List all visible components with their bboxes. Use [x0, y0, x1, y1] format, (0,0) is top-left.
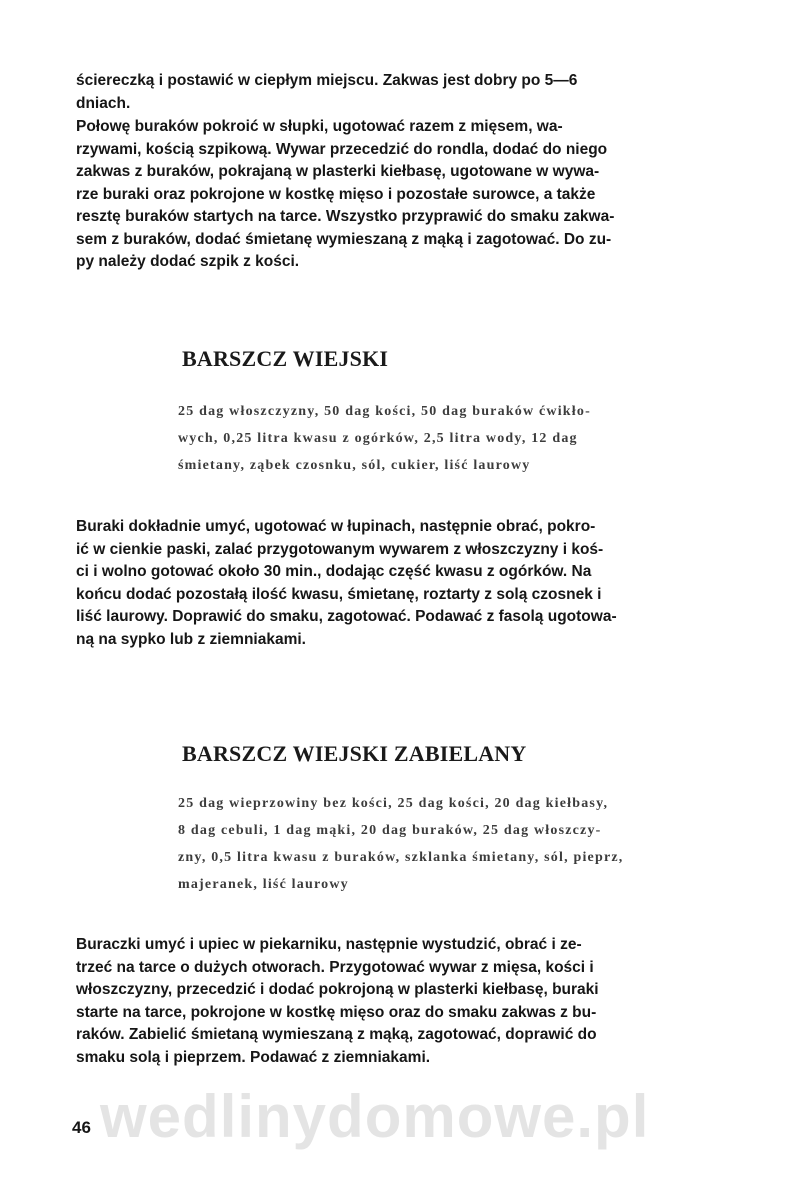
intro-paragraph-2: Połowę buraków pokroić w słupki, ugotować razem z mięsem, wa- rzywami, kością szpikową. Wywar przecedzić do rondla, dodać do niego zakwas z buraków, pokrajaną w plasterki kiełbasę, ugotowane w wywa- rze buraki oraz pokrojone w kostkę mięso i pozostałe surowce, a także resztę buraków startych na tarce. Wszystko przyprawić do smaku zakwa- sem z buraków, dodać śmietanę wymieszaną z mąką i zagotować. Do zu- py należy dodać szpik z kości.	[76, 118, 615, 270]
recipe-title-barszcz-wiejski-zabielany: BARSZCZ WIEJSKI ZABIELANY	[182, 741, 527, 766]
recipe-instructions-barszcz-wiejski-zabielany: Buraczki umyć i upiec w piekarniku, następnie wystudzić, obrać i ze- trzeć na tarce o dużych otworach. Przygotować wywar z mięsa, kości i włoszczyzny, przecedzić i dodać pokrojoną w plasterki kiełbasę, buraki starte na tarce, pokrojone w kostkę mięso oraz do smaku zakwas z bu- raków. Zabielić śmietaną wymieszaną z mąką, zagotować, doprawić do smaku solą i pieprzem. Podawać z ziemniakami.	[76, 936, 599, 1066]
recipe-ingredients-barszcz-wiejski-zabielany: 25 dag wieprzowiny bez kości, 25 dag kości, 20 dag kiełbasy, 8 dag cebuli, 1 dag mąki, 20 dag buraków, 25 dag włoszczy- zny, 0,5 litra kwasu z buraków, szklanka śmietany, sól, pieprz, majeranek, liść laurowy	[178, 796, 624, 892]
recipe-title-barszcz-wiejski: BARSZCZ WIEJSKI	[182, 346, 389, 371]
page-number: 46	[72, 1118, 91, 1137]
site-watermark: wedlinydomowe.pl	[100, 1083, 650, 1150]
intro-paragraph-1: ściereczką i postawić w ciepłym miejscu. Zakwas jest dobry po 5—6 dniach.	[76, 72, 578, 112]
recipe-instructions-barszcz-wiejski: Buraki dokładnie umyć, ugotować w łupinach, następnie obrać, pokro- ić w cienkie paski, zalać przygotowanym wywarem z włoszczyzny i koś- ci i wolno gotować około 30 min., dodając część kwasu z ogórków. Na końcu dodać pozostałą ilość kwasu, śmietanę, roztarty z solą czosnek i liść laurowy. Doprawić do smaku, zagotować. Podawać z fasolą ugotowa- ną na sypko lub z ziemniakami.	[76, 518, 617, 648]
recipe-ingredients-barszcz-wiejski: 25 dag włoszczyzny, 50 dag kości, 50 dag buraków ćwikło- wych, 0,25 litra kwasu z ogórków, 2,5 litra wody, 12 dag śmietany, ząbek czosnku, sól, cukier, liść laurowy	[178, 404, 591, 473]
